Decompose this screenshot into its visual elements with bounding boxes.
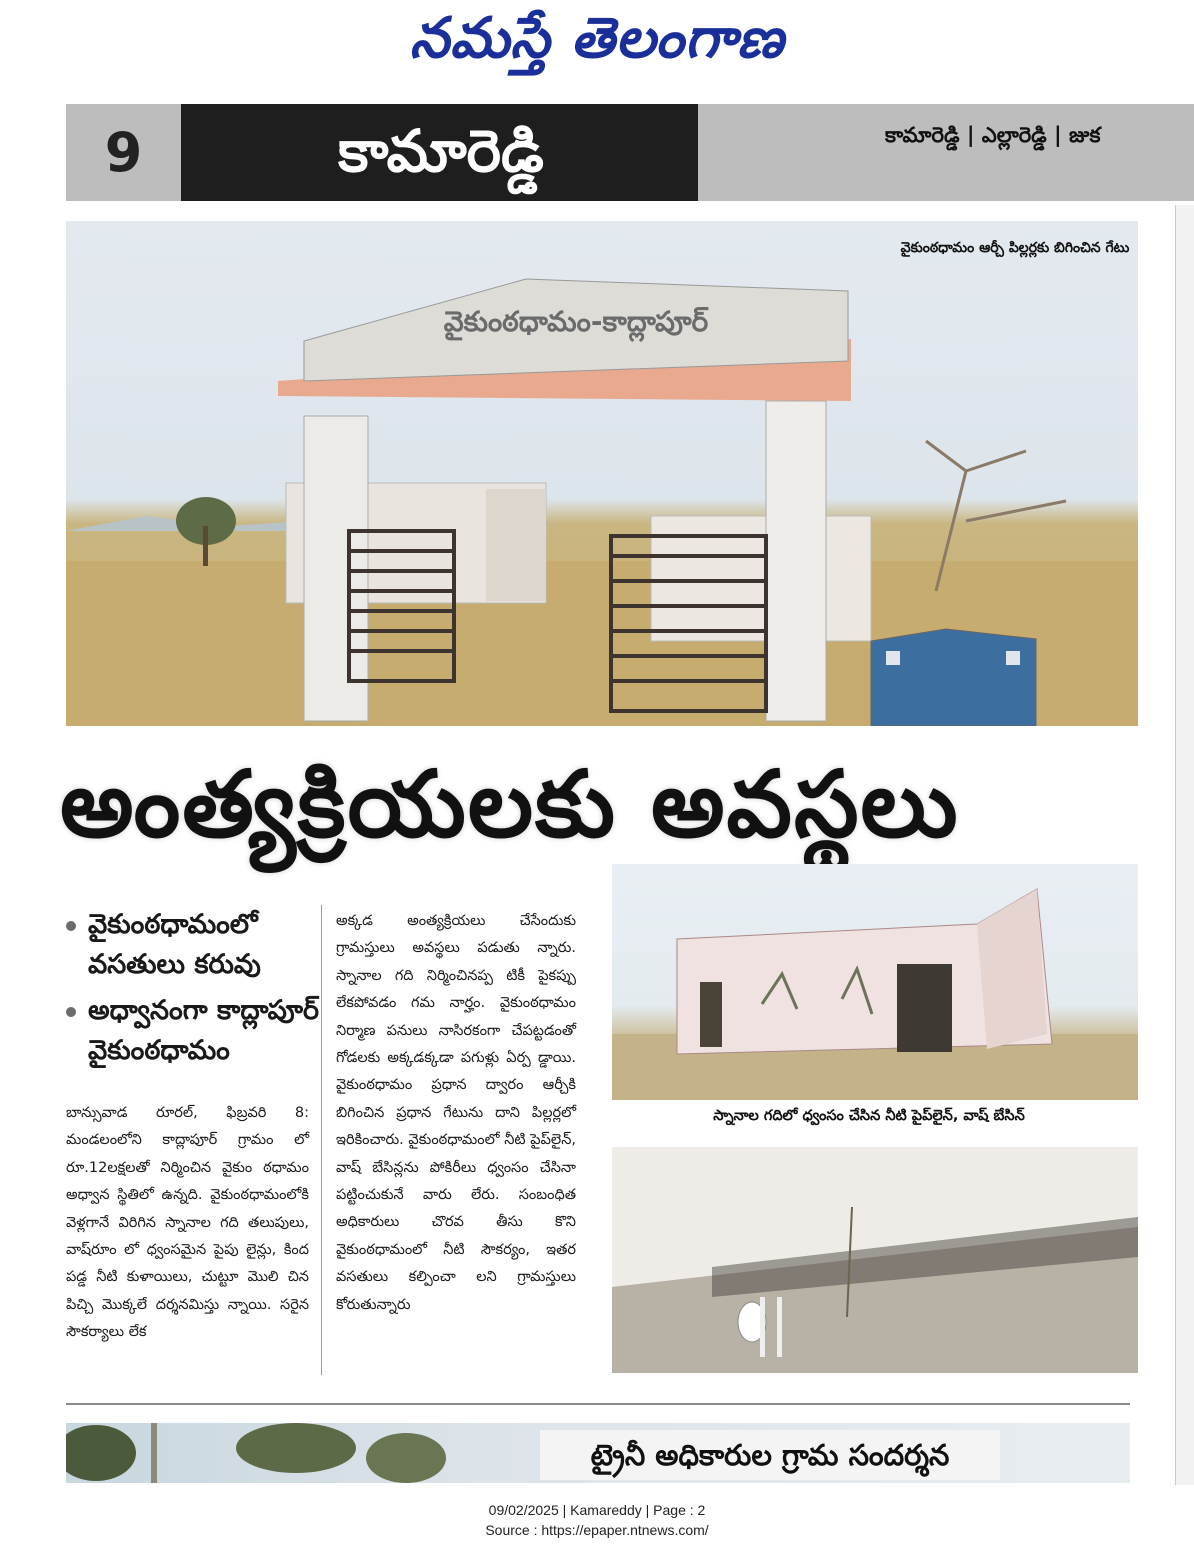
wash-basin-illustration	[612, 1147, 1138, 1373]
footer-date-line: 09/02/2025 | Kamareddy | Page : 2	[488, 1502, 706, 1518]
gate-photo	[66, 221, 1138, 726]
article-highlights	[66, 905, 336, 1077]
section-towns: కామారెడ్డి | ఎల్లారెడ్డి | జుక	[885, 123, 1101, 147]
adjacent-page-edge	[1175, 205, 1194, 1485]
article-column-2: అక్కడ అంత్యక్రియలు చేసేందుకు గ్రామస్తులు అవస్థలు పడుతు న్నారు. స్నానాల గది నిర్మించినప్ప టికీ పైకప్పు లేకపోవడం గమ నార్హం. వైకుంఠధామం నిర్మాణ పనులు నాసిరకంగా చేపట్టడంతో గోడలకు అక్కడక్కడా పగుళ్లు ఏర్ప డ్డాయి. వైకుంఠధామం ప్రధాన ద్వారం ఆర్చీకి బిగించిన ప్రధాన గేటును దాని పిల్లర్లలో ఇరికించారు. వైకుంఠధామంలో నీటి పైప్‌లైన్, వాష్ బేసిన్లను పోకిరీలు ధ్వంసం చేసినా పట్టించుకునే వారు లేరు. సంబంధిత అధికారులు చొరవ తీసు కొని వైకుంఠధామంలో నీటి సౌకర్యం, ఇతర వసతులు కల్పించా లని గ్రామస్తులు కోరుతున్నారు	[336, 913, 576, 1313]
highlight-item: అధ్వానంగా కాద్లాపూర్ వైకుంఠధామం	[66, 991, 336, 1071]
article-headline: అంత్యక్రియలకు అవస్థలు	[60, 751, 960, 858]
section-title: కామారెడ్డి	[338, 117, 544, 185]
next-story-headline: ట్రైనీ అధికారుల గ్రామ సందర్శన	[540, 1430, 1000, 1480]
article-column-1: బాన్సువాడ రూరల్, ఫిబ్రవరి 8: మండలంలోని కాద్లాపూర్ గ్రామం లో రూ.12లక్షలతో నిర్మించిన వైకుం ఠధామం అధ్వాన స్థితిలో ఉన్నది. వైకుంఠధామంలోకి వెళ్లగానే విరిగిన స్నానాల గది తలుపులు, వాష్‌రూం లో ధ్వంసమైన పైపు లైన్లు, కింద పడ్డ నీటి కుళాయిలు, చుట్టూ మొలి చిన పిచ్చి మొక్కలే దర్శనమిస్తు న్నాయి. సరైన సౌకర్యాలు లేక	[66, 1105, 309, 1341]
page-number: 9	[66, 104, 181, 201]
column-divider	[321, 905, 322, 1375]
gate-photo-caption: వైకుంఠధామం ఆర్చీ పిల్లర్లకు బిగించిన గేటు	[900, 240, 1130, 256]
page-footer	[0, 1500, 1194, 1540]
footer-source-link[interactable]: Source : https://epaper.ntnews.com/	[485, 1522, 709, 1538]
masthead-logo: నమస్తే తెలంగాణ	[409, 6, 785, 71]
bathing-room-illustration	[612, 864, 1138, 1100]
bathing-room-caption: స్నానాల గదిలో ధ్వంసం చేసిన నీటి పైప్‌లైన్, వాష్ బేసిన్	[713, 1108, 1025, 1124]
bathing-room-photo	[612, 864, 1138, 1100]
arch-sign-text: వైకుంఠధామం-కాద్లాపూర్	[443, 305, 709, 338]
wash-basin-photo	[612, 1147, 1138, 1373]
section-rule	[66, 1403, 1130, 1405]
highlight-item: వైకుంఠధామంలో వసతులు కరువు	[66, 905, 336, 985]
gate-illustration	[66, 221, 1138, 726]
